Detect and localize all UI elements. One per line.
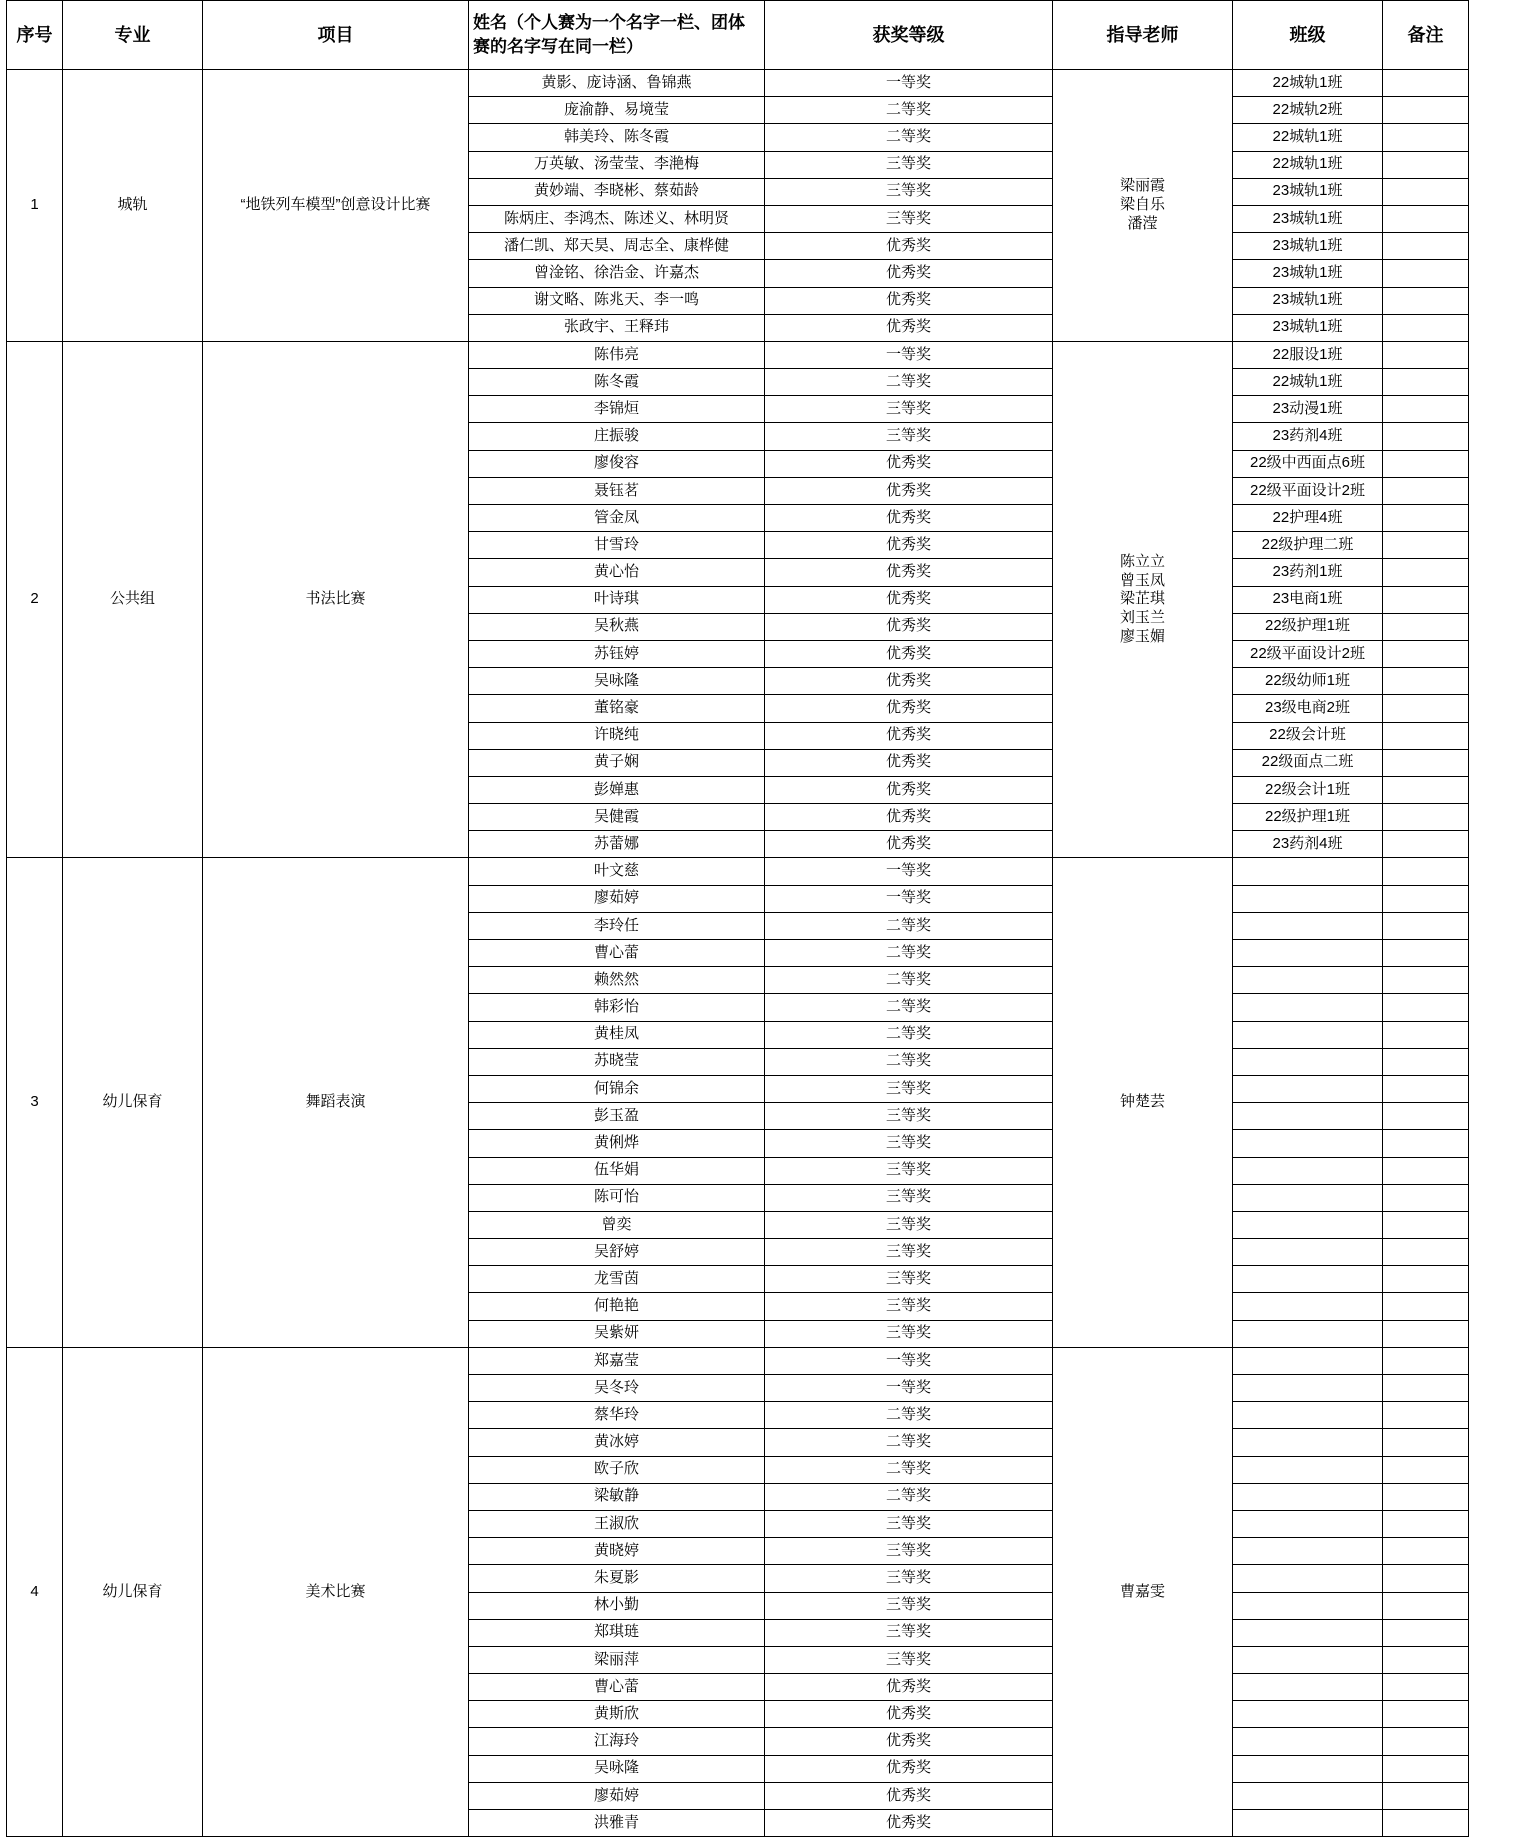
cell-names: 何艳艳 bbox=[469, 1293, 765, 1320]
cell-names: 叶诗琪 bbox=[469, 586, 765, 613]
cell-class: 22城轨1班 bbox=[1233, 369, 1383, 396]
cell-class bbox=[1233, 1538, 1383, 1565]
cell-award-level: 二等奖 bbox=[765, 124, 1053, 151]
cell-award-level: 三等奖 bbox=[765, 423, 1053, 450]
cell-names: 黄影、庞诗涵、鲁锦燕 bbox=[469, 70, 765, 97]
cell-remark bbox=[1383, 70, 1469, 97]
cell-remark bbox=[1383, 1130, 1469, 1157]
cell-names: 曹心蕾 bbox=[469, 1674, 765, 1701]
cell-class bbox=[1233, 1510, 1383, 1537]
cell-remark bbox=[1383, 1293, 1469, 1320]
cell-names: 江海玲 bbox=[469, 1728, 765, 1755]
cell-remark bbox=[1383, 1510, 1469, 1537]
cell-remark bbox=[1383, 1021, 1469, 1048]
cell-award-level: 三等奖 bbox=[765, 1510, 1053, 1537]
cell-class bbox=[1233, 1021, 1383, 1048]
cell-names: 苏蕾娜 bbox=[469, 831, 765, 858]
cell-class: 23电商1班 bbox=[1233, 586, 1383, 613]
cell-class: 22级会计1班 bbox=[1233, 776, 1383, 803]
cell-names: 吴咏隆 bbox=[469, 1755, 765, 1782]
cell-award-level: 三等奖 bbox=[765, 1320, 1053, 1347]
header-cell-remark: 备注 bbox=[1383, 1, 1469, 70]
cell-names: 潘仁凯、郑天昊、周志全、康桦健 bbox=[469, 233, 765, 260]
cell-names: 彭玉盈 bbox=[469, 1103, 765, 1130]
cell-remark bbox=[1383, 1538, 1469, 1565]
cell-award-level: 三等奖 bbox=[765, 1239, 1053, 1266]
cell-class bbox=[1233, 1320, 1383, 1347]
cell-award-level: 三等奖 bbox=[765, 1157, 1053, 1184]
cell-award-level: 三等奖 bbox=[765, 1103, 1053, 1130]
cell-remark bbox=[1383, 1239, 1469, 1266]
cell-remark bbox=[1383, 831, 1469, 858]
cell-names: 林小勤 bbox=[469, 1592, 765, 1619]
cell-class: 23动漫1班 bbox=[1233, 396, 1383, 423]
cell-seq: 1 bbox=[7, 70, 63, 342]
cell-award-level: 三等奖 bbox=[765, 151, 1053, 178]
cell-class: 22级平面设计2班 bbox=[1233, 477, 1383, 504]
cell-award-level: 二等奖 bbox=[765, 1456, 1053, 1483]
cell-class: 22级护理1班 bbox=[1233, 613, 1383, 640]
cell-class bbox=[1233, 1266, 1383, 1293]
cell-remark bbox=[1383, 559, 1469, 586]
cell-award-level: 优秀奖 bbox=[765, 831, 1053, 858]
cell-award-level: 三等奖 bbox=[765, 1538, 1053, 1565]
cell-remark bbox=[1383, 1565, 1469, 1592]
cell-class: 22护理4班 bbox=[1233, 505, 1383, 532]
table-body bbox=[7, 1, 1469, 1837]
cell-names: 黄斯欣 bbox=[469, 1701, 765, 1728]
cell-class: 22级护理二班 bbox=[1233, 532, 1383, 559]
cell-major: 幼儿保育 bbox=[63, 1347, 203, 1836]
cell-award-level: 三等奖 bbox=[765, 205, 1053, 232]
cell-remark bbox=[1383, 1266, 1469, 1293]
table-row bbox=[7, 341, 1469, 368]
cell-remark bbox=[1383, 776, 1469, 803]
cell-award-level: 优秀奖 bbox=[765, 1728, 1053, 1755]
cell-award-level: 优秀奖 bbox=[765, 749, 1053, 776]
cell-remark bbox=[1383, 749, 1469, 776]
cell-award-level: 二等奖 bbox=[765, 1048, 1053, 1075]
cell-remark bbox=[1383, 1347, 1469, 1374]
cell-names: 黄冰婷 bbox=[469, 1429, 765, 1456]
cell-remark bbox=[1383, 695, 1469, 722]
cell-remark bbox=[1383, 1157, 1469, 1184]
cell-award-level: 二等奖 bbox=[765, 1429, 1053, 1456]
cell-remark bbox=[1383, 804, 1469, 831]
cell-remark bbox=[1383, 1211, 1469, 1238]
cell-class bbox=[1233, 1157, 1383, 1184]
cell-names: 吴健霞 bbox=[469, 804, 765, 831]
cell-remark bbox=[1383, 1048, 1469, 1075]
cell-project: 书法比赛 bbox=[203, 341, 469, 858]
cell-class bbox=[1233, 1184, 1383, 1211]
cell-names: 赖然然 bbox=[469, 967, 765, 994]
cell-names: 廖茹婷 bbox=[469, 885, 765, 912]
cell-remark bbox=[1383, 1782, 1469, 1809]
cell-class bbox=[1233, 1429, 1383, 1456]
cell-award-level: 三等奖 bbox=[765, 178, 1053, 205]
cell-award-level: 一等奖 bbox=[765, 1347, 1053, 1374]
cell-remark bbox=[1383, 858, 1469, 885]
cell-names: 张政宇、王释玮 bbox=[469, 314, 765, 341]
header-cell-names: 姓名（个人赛为一个名字一栏、团体赛的名字写在同一栏） bbox=[469, 1, 765, 70]
cell-award-level: 优秀奖 bbox=[765, 586, 1053, 613]
cell-remark bbox=[1383, 967, 1469, 994]
table-row bbox=[7, 1347, 1469, 1374]
cell-award-level: 二等奖 bbox=[765, 1021, 1053, 1048]
cell-class: 23级电商2班 bbox=[1233, 695, 1383, 722]
table-header-row bbox=[7, 1, 1469, 70]
cell-award-level: 二等奖 bbox=[765, 1402, 1053, 1429]
cell-names: 欧子欣 bbox=[469, 1456, 765, 1483]
cell-award-level: 三等奖 bbox=[765, 396, 1053, 423]
cell-names: 郑琪琏 bbox=[469, 1619, 765, 1646]
cell-award-level: 优秀奖 bbox=[765, 1674, 1053, 1701]
cell-award-level: 二等奖 bbox=[765, 912, 1053, 939]
cell-remark bbox=[1383, 423, 1469, 450]
cell-seq: 3 bbox=[7, 858, 63, 1347]
cell-names: 韩美玲、陈冬霞 bbox=[469, 124, 765, 151]
cell-names: 梁丽萍 bbox=[469, 1646, 765, 1673]
cell-award-level: 优秀奖 bbox=[765, 287, 1053, 314]
cell-names: 黄子娴 bbox=[469, 749, 765, 776]
cell-award-level: 三等奖 bbox=[765, 1619, 1053, 1646]
cell-names: 黄心怡 bbox=[469, 559, 765, 586]
cell-class: 23药剂4班 bbox=[1233, 423, 1383, 450]
cell-project: 美术比赛 bbox=[203, 1347, 469, 1836]
cell-names: 陈伟亮 bbox=[469, 341, 765, 368]
cell-class bbox=[1233, 1728, 1383, 1755]
cell-remark bbox=[1383, 450, 1469, 477]
cell-award-level: 三等奖 bbox=[765, 1075, 1053, 1102]
cell-names: 吴咏隆 bbox=[469, 668, 765, 695]
cell-remark bbox=[1383, 369, 1469, 396]
cell-remark bbox=[1383, 151, 1469, 178]
cell-remark bbox=[1383, 1456, 1469, 1483]
cell-class: 23药剂1班 bbox=[1233, 559, 1383, 586]
cell-teacher: 钟楚芸 bbox=[1053, 858, 1233, 1347]
cell-names: 谢文略、陈兆天、李一鸣 bbox=[469, 287, 765, 314]
cell-award-level: 二等奖 bbox=[765, 940, 1053, 967]
cell-award-level: 优秀奖 bbox=[765, 1701, 1053, 1728]
cell-teacher: 梁丽霞 梁自乐 潘滢 bbox=[1053, 70, 1233, 342]
cell-names: 何锦余 bbox=[469, 1075, 765, 1102]
cell-award-level: 三等奖 bbox=[765, 1184, 1053, 1211]
cell-names: 庞渝静、易境莹 bbox=[469, 97, 765, 124]
cell-class bbox=[1233, 1646, 1383, 1673]
cell-award-level: 三等奖 bbox=[765, 1592, 1053, 1619]
cell-names: 陈可怡 bbox=[469, 1184, 765, 1211]
cell-class: 23城轨1班 bbox=[1233, 260, 1383, 287]
cell-remark bbox=[1383, 1184, 1469, 1211]
cell-names: 黄晓婷 bbox=[469, 1538, 765, 1565]
header-cell-teacher: 指导老师 bbox=[1053, 1, 1233, 70]
cell-remark bbox=[1383, 1320, 1469, 1347]
cell-class: 22城轨1班 bbox=[1233, 151, 1383, 178]
cell-remark bbox=[1383, 940, 1469, 967]
cell-award-level: 优秀奖 bbox=[765, 695, 1053, 722]
cell-remark bbox=[1383, 1619, 1469, 1646]
table-row bbox=[7, 858, 1469, 885]
cell-project: 舞蹈表演 bbox=[203, 858, 469, 1347]
cell-remark bbox=[1383, 586, 1469, 613]
cell-names: 黄妙端、李晓彬、蔡茹龄 bbox=[469, 178, 765, 205]
cell-teacher: 曹嘉雯 bbox=[1053, 1347, 1233, 1836]
cell-award-level: 优秀奖 bbox=[765, 776, 1053, 803]
cell-class bbox=[1233, 1103, 1383, 1130]
cell-award-level: 二等奖 bbox=[765, 97, 1053, 124]
header-cell-seq: 序号 bbox=[7, 1, 63, 70]
cell-class bbox=[1233, 1592, 1383, 1619]
cell-class: 23城轨1班 bbox=[1233, 233, 1383, 260]
cell-class: 23城轨1班 bbox=[1233, 178, 1383, 205]
cell-names: 洪雅青 bbox=[469, 1810, 765, 1837]
cell-class: 22级护理1班 bbox=[1233, 804, 1383, 831]
cell-remark bbox=[1383, 1103, 1469, 1130]
cell-class bbox=[1233, 1701, 1383, 1728]
header-cell-project: 项目 bbox=[203, 1, 469, 70]
cell-remark bbox=[1383, 287, 1469, 314]
cell-class: 23城轨1班 bbox=[1233, 314, 1383, 341]
cell-remark bbox=[1383, 477, 1469, 504]
cell-remark bbox=[1383, 260, 1469, 287]
header-cell-class: 班级 bbox=[1233, 1, 1383, 70]
cell-remark bbox=[1383, 314, 1469, 341]
cell-award-level: 一等奖 bbox=[765, 885, 1053, 912]
cell-names: 许晓纯 bbox=[469, 722, 765, 749]
cell-award-level: 二等奖 bbox=[765, 1483, 1053, 1510]
cell-award-level: 优秀奖 bbox=[765, 260, 1053, 287]
cell-class bbox=[1233, 967, 1383, 994]
cell-remark bbox=[1383, 1075, 1469, 1102]
cell-class: 22城轨2班 bbox=[1233, 97, 1383, 124]
cell-award-level: 优秀奖 bbox=[765, 505, 1053, 532]
cell-remark bbox=[1383, 613, 1469, 640]
cell-award-level: 优秀奖 bbox=[765, 314, 1053, 341]
cell-remark bbox=[1383, 1375, 1469, 1402]
cell-award-level: 三等奖 bbox=[765, 1130, 1053, 1157]
cell-class bbox=[1233, 1347, 1383, 1374]
cell-award-level: 优秀奖 bbox=[765, 532, 1053, 559]
cell-remark bbox=[1383, 124, 1469, 151]
cell-award-level: 优秀奖 bbox=[765, 804, 1053, 831]
cell-remark bbox=[1383, 1429, 1469, 1456]
cell-remark bbox=[1383, 205, 1469, 232]
cell-class: 22级中西面点6班 bbox=[1233, 450, 1383, 477]
cell-seq: 2 bbox=[7, 341, 63, 858]
cell-remark bbox=[1383, 97, 1469, 124]
cell-remark bbox=[1383, 912, 1469, 939]
cell-award-level: 一等奖 bbox=[765, 1375, 1053, 1402]
cell-class: 22城轨1班 bbox=[1233, 124, 1383, 151]
cell-class bbox=[1233, 885, 1383, 912]
cell-class bbox=[1233, 1619, 1383, 1646]
cell-class bbox=[1233, 1130, 1383, 1157]
cell-class bbox=[1233, 1293, 1383, 1320]
cell-names: 黄桂凤 bbox=[469, 1021, 765, 1048]
cell-names: 廖茹婷 bbox=[469, 1782, 765, 1809]
cell-award-level: 三等奖 bbox=[765, 1646, 1053, 1673]
cell-major: 公共组 bbox=[63, 341, 203, 858]
cell-class: 22城轨1班 bbox=[1233, 70, 1383, 97]
cell-class: 23城轨1班 bbox=[1233, 287, 1383, 314]
cell-names: 伍华娟 bbox=[469, 1157, 765, 1184]
cell-names: 曾淦铭、徐浩金、许嘉杰 bbox=[469, 260, 765, 287]
cell-remark bbox=[1383, 640, 1469, 667]
cell-names: 苏晓莹 bbox=[469, 1048, 765, 1075]
cell-remark bbox=[1383, 885, 1469, 912]
cell-class: 23药剂4班 bbox=[1233, 831, 1383, 858]
cell-names: 黄俐烨 bbox=[469, 1130, 765, 1157]
cell-award-level: 三等奖 bbox=[765, 1293, 1053, 1320]
cell-award-level: 优秀奖 bbox=[765, 233, 1053, 260]
cell-award-level: 优秀奖 bbox=[765, 613, 1053, 640]
cell-names: 万英敏、汤莹莹、李滟梅 bbox=[469, 151, 765, 178]
header-cell-level: 获奖等级 bbox=[765, 1, 1053, 70]
cell-major: 城轨 bbox=[63, 70, 203, 342]
cell-class bbox=[1233, 940, 1383, 967]
cell-names: 吴冬玲 bbox=[469, 1375, 765, 1402]
cell-names: 韩彩怡 bbox=[469, 994, 765, 1021]
cell-remark bbox=[1383, 1755, 1469, 1782]
cell-class: 22级面点二班 bbox=[1233, 749, 1383, 776]
cell-class: 22级平面设计2班 bbox=[1233, 640, 1383, 667]
cell-remark bbox=[1383, 1483, 1469, 1510]
cell-class bbox=[1233, 1674, 1383, 1701]
cell-class bbox=[1233, 1755, 1383, 1782]
cell-names: 甘雪玲 bbox=[469, 532, 765, 559]
cell-award-level: 一等奖 bbox=[765, 341, 1053, 368]
cell-names: 吴秋燕 bbox=[469, 613, 765, 640]
cell-remark bbox=[1383, 396, 1469, 423]
cell-names: 叶文慈 bbox=[469, 858, 765, 885]
cell-remark bbox=[1383, 1674, 1469, 1701]
cell-project: “地铁列车模型”创意设计比赛 bbox=[203, 70, 469, 342]
cell-class bbox=[1233, 1810, 1383, 1837]
cell-names: 董铭豪 bbox=[469, 695, 765, 722]
award-list-table bbox=[6, 0, 1469, 1837]
cell-remark bbox=[1383, 722, 1469, 749]
cell-award-level: 优秀奖 bbox=[765, 668, 1053, 695]
cell-award-level: 优秀奖 bbox=[765, 477, 1053, 504]
cell-class bbox=[1233, 1239, 1383, 1266]
cell-award-level: 优秀奖 bbox=[765, 559, 1053, 586]
cell-award-level: 二等奖 bbox=[765, 369, 1053, 396]
cell-class bbox=[1233, 1211, 1383, 1238]
cell-award-level: 一等奖 bbox=[765, 70, 1053, 97]
cell-remark bbox=[1383, 1810, 1469, 1837]
cell-remark bbox=[1383, 233, 1469, 260]
cell-names: 管金凤 bbox=[469, 505, 765, 532]
cell-names: 聂钰茗 bbox=[469, 477, 765, 504]
cell-names: 吴舒婷 bbox=[469, 1239, 765, 1266]
cell-award-level: 一等奖 bbox=[765, 858, 1053, 885]
cell-class bbox=[1233, 1375, 1383, 1402]
cell-award-level: 三等奖 bbox=[765, 1565, 1053, 1592]
cell-class bbox=[1233, 1402, 1383, 1429]
cell-remark bbox=[1383, 532, 1469, 559]
header-cell-major: 专业 bbox=[63, 1, 203, 70]
cell-award-level: 优秀奖 bbox=[765, 722, 1053, 749]
cell-class bbox=[1233, 1565, 1383, 1592]
cell-names: 吴紫妍 bbox=[469, 1320, 765, 1347]
cell-remark bbox=[1383, 1701, 1469, 1728]
cell-names: 蔡华玲 bbox=[469, 1402, 765, 1429]
cell-class bbox=[1233, 858, 1383, 885]
cell-remark bbox=[1383, 1402, 1469, 1429]
cell-names: 陈炳庄、李鸿杰、陈述义、林明贤 bbox=[469, 205, 765, 232]
cell-class: 23城轨1班 bbox=[1233, 205, 1383, 232]
cell-remark bbox=[1383, 668, 1469, 695]
cell-remark bbox=[1383, 1728, 1469, 1755]
cell-remark bbox=[1383, 178, 1469, 205]
cell-award-level: 二等奖 bbox=[765, 967, 1053, 994]
cell-remark bbox=[1383, 1646, 1469, 1673]
cell-names: 梁敏静 bbox=[469, 1483, 765, 1510]
cell-remark bbox=[1383, 505, 1469, 532]
cell-names: 曾奕 bbox=[469, 1211, 765, 1238]
cell-award-level: 优秀奖 bbox=[765, 640, 1053, 667]
cell-names: 郑嘉莹 bbox=[469, 1347, 765, 1374]
cell-names: 王淑欣 bbox=[469, 1510, 765, 1537]
cell-seq: 4 bbox=[7, 1347, 63, 1836]
cell-names: 彭婵惠 bbox=[469, 776, 765, 803]
cell-award-level: 优秀奖 bbox=[765, 1810, 1053, 1837]
cell-class bbox=[1233, 1075, 1383, 1102]
cell-teacher: 陈立立 曾玉凤 梁芷琪 刘玉兰 廖玉媚 bbox=[1053, 341, 1233, 858]
cell-class: 22级会计班 bbox=[1233, 722, 1383, 749]
cell-remark bbox=[1383, 994, 1469, 1021]
cell-names: 廖俊容 bbox=[469, 450, 765, 477]
cell-class bbox=[1233, 912, 1383, 939]
table-row bbox=[7, 70, 1469, 97]
cell-names: 朱夏影 bbox=[469, 1565, 765, 1592]
cell-names: 曹心蕾 bbox=[469, 940, 765, 967]
cell-award-level: 优秀奖 bbox=[765, 450, 1053, 477]
cell-names: 李玲任 bbox=[469, 912, 765, 939]
cell-major: 幼儿保育 bbox=[63, 858, 203, 1347]
cell-award-level: 三等奖 bbox=[765, 1266, 1053, 1293]
cell-class: 22级幼师1班 bbox=[1233, 668, 1383, 695]
cell-award-level: 优秀奖 bbox=[765, 1755, 1053, 1782]
cell-class bbox=[1233, 994, 1383, 1021]
cell-remark bbox=[1383, 341, 1469, 368]
cell-names: 苏钰婷 bbox=[469, 640, 765, 667]
cell-award-level: 优秀奖 bbox=[765, 1782, 1053, 1809]
cell-names: 陈冬霞 bbox=[469, 369, 765, 396]
cell-class bbox=[1233, 1048, 1383, 1075]
cell-names: 龙雪茵 bbox=[469, 1266, 765, 1293]
cell-names: 庄振骏 bbox=[469, 423, 765, 450]
cell-award-level: 二等奖 bbox=[765, 994, 1053, 1021]
cell-remark bbox=[1383, 1592, 1469, 1619]
cell-class bbox=[1233, 1782, 1383, 1809]
cell-award-level: 三等奖 bbox=[765, 1211, 1053, 1238]
cell-class: 22服设1班 bbox=[1233, 341, 1383, 368]
cell-class bbox=[1233, 1483, 1383, 1510]
cell-names: 李锦烜 bbox=[469, 396, 765, 423]
cell-class bbox=[1233, 1456, 1383, 1483]
